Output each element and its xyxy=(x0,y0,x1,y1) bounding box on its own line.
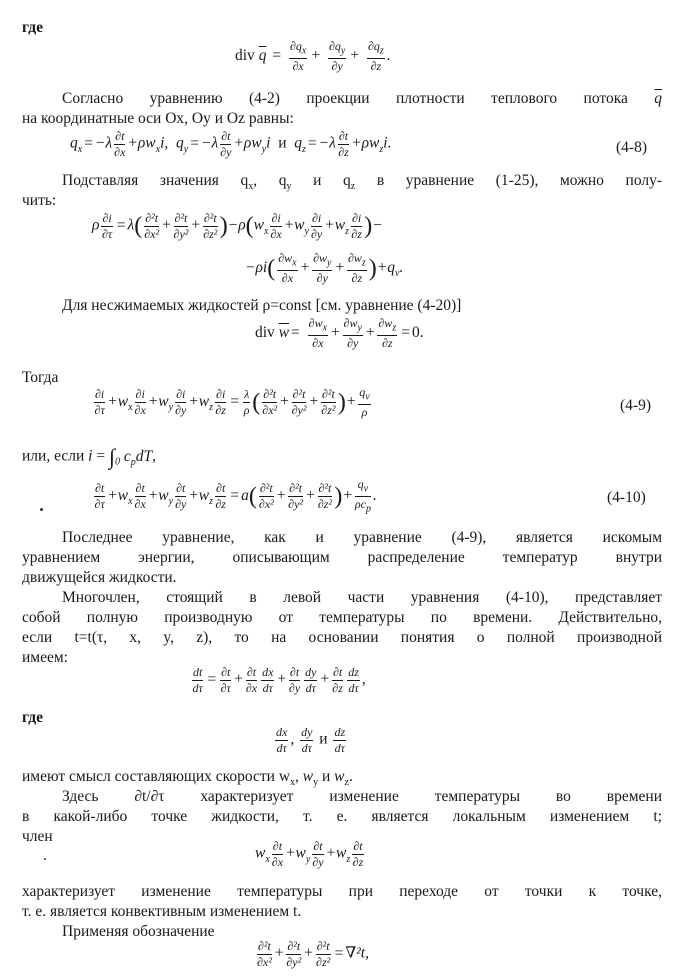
equation-4-10: $\frac{\partial t}{\partial\tau}$ $+w_x$ $\frac{\partial t}{\partial x}$ $+w_y$ $\frac{\partial t}{\partial y}$ $+w_z$ $\frac{\partial t}{\partial z}$ = a( $\frac{\text{∂²t}}{\text{∂x²}}$ + $\frac{\text{∂²t}}{\text{∂y²}}$ + $\frac{\text{∂²t}}{\text{∂z²}}$ )+ $\frac{q_v}{\rho c_p}$ . xyxy=(94,477,377,515)
equation-div-w: div $\overline{w}$ = $\frac{\partial w_x}{\partial x}$ + $\frac{\partial w_y}{\partial y}$ + $\frac{\partial w_z}{\partial z}$ = 0. xyxy=(255,316,424,350)
paragraph-line: Последнее уравнение, как и уравнение (4-9), является искомым xyxy=(62,529,662,546)
paragraph-line: или, если $i = \int_0$ $c_pdT$, xyxy=(22,444,156,469)
equation-energy-line-2: −ρi( $\frac{\partial w_x}{\partial x}$ + $\frac{\partial w_y}{\partial y}$ + $\frac{\partial w_z}{\partial z}$ )$+q_v$. xyxy=(245,251,404,285)
paragraph-line: в какой-либо точке жидкости, т. е. является локальным изменением t; xyxy=(22,808,662,825)
paragraph-line: член xyxy=(22,828,53,845)
equation-velocity-components: $\frac{dx}{d\tau}$ , $\frac{dy}{d\tau}$ и $\frac{dz}{d\tau}$ xyxy=(276,725,346,755)
paragraph-line: уравнением энергии, описывающим распределение температур внутри xyxy=(22,549,662,566)
paragraph-line: Для несжимаемых жидкостей ρ=const [см. уравнение (4-20)] xyxy=(62,297,462,314)
paragraph-line: характеризует изменение температуры при переходе от точки к точке, xyxy=(22,883,662,900)
paragraph-line: собой полную производную от температуры по времени. Действительно, xyxy=(22,609,662,626)
equation-number-4-10: (4-10) xyxy=(607,489,646,506)
equation-laplacian: $\frac{\text{∂²t}}{\text{∂x²}}$ + $\frac{\text{∂²t}}{\text{∂y²}}$ + $\frac{\text{∂²t}}{\text{∂z²}}$ = ∇²t, xyxy=(257,939,369,969)
paragraph-line: Многочлен, стоящий в левой части уравнения (4-10), представляет xyxy=(62,589,662,606)
equation-div-q: div $\overline{q}$ = $\frac{\partial q_x}{\partial x}$ + $\frac{\partial q_y}{\partial y}$ + $\frac{\partial q_z}{\partial z}$ . xyxy=(235,39,391,73)
equation-number-4-8: (4-8) xyxy=(616,139,647,156)
speck xyxy=(44,858,46,860)
paragraph-line: чить: xyxy=(22,192,57,209)
paragraph-line: т. е. является конвективным изменением t. xyxy=(22,903,302,920)
equation-number-4-9: (4-9) xyxy=(620,397,651,414)
paragraph-line: имеем: xyxy=(22,649,68,666)
equation-energy-line-1: ρ $\frac{\partial i}{\partial\tau}$ = λ( $\frac{\text{∂²t}}{\text{∂x²}}$ + $\frac{\text{∂²t}}{\text{∂y²}}$ + $\frac{\text{∂²t}}{\text{∂z²}}$ )$-\rho(w_x$ $\frac{\partial i}{\partial x}$ $+w_y$ $\frac{\partial i}{\partial y}$ $+w_z$ $\frac{\partial i}{\partial z}$ )− xyxy=(92,211,383,241)
equation-total-derivative: $\frac{dt}{d\tau}$ = $\frac{\partial t}{\partial\tau}$ + $\frac{\partial t}{\partial x}$ $\frac{dx}{d\tau}$ + $\frac{\partial t}{\partial y}$ $\frac{dy}{d\tau}$ + $\frac{\partial t}{\partial z}$ $\frac{dz}{d\tau}$ , xyxy=(192,665,366,695)
paragraph-line: имеют смысл составляющих скорости $w_x$, $w_y$ и $w_z$. xyxy=(22,768,353,789)
paragraph-line: Применяя обозначение xyxy=(62,923,215,940)
equation-4-8: $q_x = -\lambda$ $\frac{\partial t}{\partial x}$ $+\rho w_xi$, $q_y = -\lambda$ $\frac{\partial t}{\partial y}$ $+\rho w_yi$ и $q_z = -\lambda$ $\frac{\partial t}{\partial z}$ $+\rho w_zi$. xyxy=(70,129,392,159)
paragraph-line: Здесь ∂t/∂τ характеризует изменение температуры во времени xyxy=(62,788,662,805)
equation-convective-term: $w_x$ $\frac{\partial t}{\partial x}$ $+w_y$ $\frac{\partial t}{\partial y}$ $+w_z$ $\frac{\partial t}{\partial z}$ xyxy=(255,839,364,869)
paragraph-line: если t=t(τ, x, y, z), то на основании понятия о полной производной xyxy=(22,629,662,646)
text-where-1: где xyxy=(22,19,43,36)
paragraph-line: на координатные оси Ox, Oy и Oz равны: xyxy=(22,110,294,127)
paragraph-line: движущейся жидкости. xyxy=(22,569,177,586)
text-where-2: где xyxy=(22,709,43,726)
paragraph-line: Согласно уравнению (4-2) проекции плотности теплового потока $\overline{q}$ xyxy=(62,90,663,107)
paragraph-line: Подставляя значения $q_x$, $q_y$ и $q_z$ в уравнение (1-25), можно полу- xyxy=(62,172,663,193)
speck xyxy=(40,508,43,511)
equation-4-9: $\frac{\partial i}{\partial\tau}$ $+w_x$ $\frac{\partial i}{\partial x}$ $+w_y$ $\frac{\partial i}{\partial y}$ $+w_z$ $\frac{\partial i}{\partial z}$ = $\frac{\lambda}{\rho}$ ( $\frac{\text{∂²t}}{\text{∂x²}}$ + $\frac{\text{∂²t}}{\text{∂y²}}$ + $\frac{\text{∂²t}}{\text{∂z²}}$ )+ $\frac{q_v}{\rho}$ xyxy=(94,385,370,419)
paragraph-line: Тогда xyxy=(22,369,59,386)
